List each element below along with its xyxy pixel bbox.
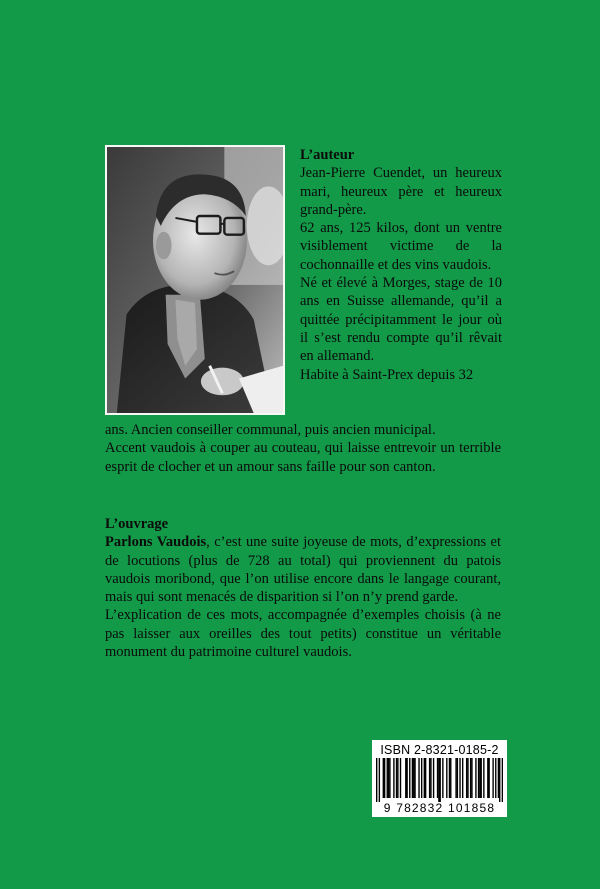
barcode-bar: [409, 758, 410, 798]
barcode-bar: [437, 758, 438, 798]
author-heading: L’auteur: [300, 147, 355, 163]
barcode-bar: [405, 758, 406, 798]
barcode-bar: [481, 758, 482, 798]
barcode-bar: [383, 758, 384, 798]
barcode-bar: [478, 758, 479, 798]
barcode-bar: [397, 758, 398, 798]
author-paragraph: Né et élevé à Morges, stage de 10 ans en Suisse allemande, qu’il a quittée précipitamment le jour où il s’est rendu compte qu’il rêvait en allemand.: [300, 275, 502, 365]
barcode-bar: [418, 758, 419, 798]
barcode-bar: [487, 758, 488, 798]
barcode-bar: [470, 758, 471, 798]
barcode-bar: [393, 758, 394, 798]
barcode-bar: [429, 758, 430, 798]
author-column-text: [300, 164, 502, 384]
barcode-bar: [376, 758, 377, 802]
barcode-bar: [498, 758, 499, 798]
barcode-bar: [438, 758, 439, 802]
barcode-bar: [412, 758, 413, 798]
author-photo: [105, 145, 285, 415]
barcode-bar: [467, 758, 468, 798]
barcode-bar: [499, 758, 500, 802]
work-paragraph-text: , c’est une suite joyeuse de mots, d’expressions et de locutions (plus de 728 au total) qui proviennent du patois vaudois moribond, que l’on utilise encore dans le langage courant, mais qui sont menacés de disparition si l’on n’y prend garde.: [105, 534, 501, 606]
barcode-bar: [433, 758, 434, 798]
barcode-bar: [455, 758, 456, 798]
barcode-bar: [389, 758, 390, 798]
work-paragraph: L’explication de ces mots, accompagnée d’exemples choisis (à ne pas laisser aux oreilles des tout petits) constitue un véritable monument du patrimoine culturel vaudois.: [105, 607, 501, 661]
work-heading: L’ouvrage: [105, 516, 169, 532]
barcode-bar: [459, 758, 460, 798]
author-paragraph-accent: Accent vaudois à couper au couteau, qui laisse entrevoir un terrible esprit de clocher et un amour sans faille pour son canton.: [105, 440, 501, 475]
barcode-bar: [495, 758, 496, 798]
barcode-bar: [425, 758, 426, 798]
barcode: [372, 740, 507, 817]
work-title: Parlons Vaudois: [105, 534, 207, 551]
barcode-bar: [414, 758, 415, 798]
barcode-bar: [421, 758, 422, 798]
author-paragraph: Jean-Pierre Cuendet, un heureux mari, heureux père et heureux grand-père.: [300, 165, 502, 218]
ean-number: 9 782832 101858: [383, 801, 496, 815]
barcode-bar: [379, 758, 380, 802]
barcode-bar: [492, 758, 493, 798]
barcode-bar: [449, 758, 450, 798]
barcode-bar: [479, 758, 480, 798]
barcode-bar: [475, 758, 476, 798]
barcode-bar: [466, 758, 467, 798]
barcode-bar: [406, 758, 407, 798]
barcode-bar: [488, 758, 489, 798]
barcode-bar: [462, 758, 463, 798]
barcode-bar: [396, 758, 397, 798]
barcode-bar: [450, 758, 451, 798]
author-portrait-icon: [107, 147, 283, 413]
barcode-bar: [430, 758, 431, 798]
barcode-bar: [440, 758, 441, 802]
barcode-bar: [471, 758, 472, 798]
work-section: [105, 515, 501, 661]
barcode-bar: [384, 758, 385, 798]
isbn-label: ISBN 2-8321-0185-2: [380, 743, 499, 757]
barcode-bar: [446, 758, 447, 798]
barcode-bar: [400, 758, 401, 798]
barcode-bar: [457, 758, 458, 798]
barcode-bar: [387, 758, 388, 798]
barcode-bar: [442, 758, 443, 798]
barcode-bar: [413, 758, 414, 798]
work-paragraph: [105, 533, 501, 606]
author-paragraph-habite-rest: ans. Ancien conseiller communal, puis ancien municipal.: [105, 422, 436, 438]
author-paragraph: 62 ans, 125 kilos, dont un ventre visiblement victime de la cochonnaille et des vins vaudois.: [300, 220, 502, 273]
barcode-icon: [376, 758, 503, 802]
author-wide-text: [105, 421, 501, 476]
barcode-bar: [502, 758, 503, 802]
barcode-bar: [483, 758, 484, 798]
barcode-bar: [388, 758, 389, 798]
author-paragraph-habite-start: Habite à Saint-Prex depuis 32: [300, 366, 474, 383]
barcode-bar: [424, 758, 425, 798]
